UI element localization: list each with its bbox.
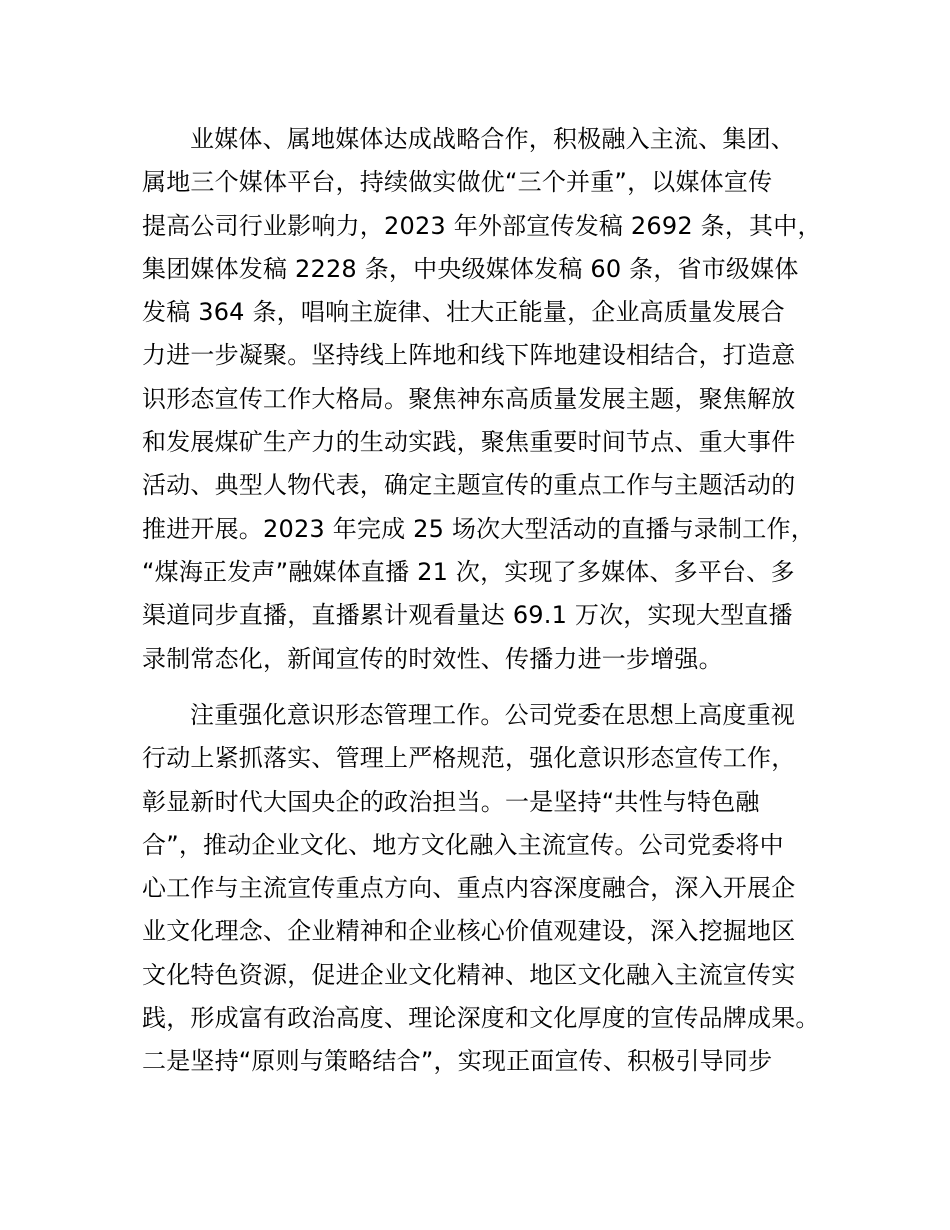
text-line: 业文化理念、企业精神和企业核心价值观建设，深入挖掘地区 bbox=[142, 917, 796, 946]
text-line: 提高公司行业影响力，2023 年外部宣传发稿 2692 条，其中， bbox=[142, 211, 822, 240]
text-line: 践，形成富有政治高度、理论深度和文化厚度的宣传品牌成果。 bbox=[142, 1004, 820, 1033]
text-line: 合”，推动企业文化、地方文化融入主流宣传。公司党委将中 bbox=[142, 830, 784, 859]
text-line: 推进开展。2023 年完成 25 场次大型活动的直播与录制工作， bbox=[142, 514, 815, 543]
text-line: 彰显新时代大国央企的政治担当。一是坚持“共性与特色融 bbox=[142, 787, 760, 816]
text-line: 发稿 364 条，唱响主旋律、壮大正能量，企业高质量发展合 bbox=[142, 298, 785, 327]
text-line: 注重强化意识形态管理工作。公司党委在思想上高度重视 bbox=[190, 701, 795, 729]
text-line: 录制常态化，新闻宣传的时效性、传播力进一步增强。 bbox=[142, 644, 723, 673]
text-line: 行动上紧抓落实、管理上严格规范，强化意识形态宣传工作， bbox=[142, 744, 796, 773]
text-line: 集团媒体发稿 2228 条，中央级媒体发稿 60 条，省市级媒体 bbox=[142, 254, 799, 283]
text-line: “煤海正发声”融媒体直播 21 次，实现了多媒体、多平台、多 bbox=[142, 557, 795, 586]
paragraph-ideology-management bbox=[142, 694, 842, 1084]
text-line: 活动、典型人物代表，确定主题宣传的重点工作与主题活动的 bbox=[142, 471, 796, 500]
paragraph-media-publicity bbox=[142, 118, 842, 681]
text-line: 文化特色资源，促进企业文化精神、地区文化融入主流宣传实 bbox=[142, 960, 796, 989]
text-line: 识形态宣传工作大格局。聚焦神东高质量发展主题，聚焦解放 bbox=[142, 384, 796, 413]
text-line: 心工作与主流宣传重点方向、重点内容深度融合，深入开展企 bbox=[142, 874, 796, 903]
text-line: 属地三个媒体平台，持续做实做优“三个并重”，以媒体宣传 bbox=[142, 168, 773, 197]
text-line: 力进一步凝聚。坚持线上阵地和线下阵地建设相结合，打造意 bbox=[142, 341, 796, 370]
text-line: 业媒体、属地媒体达成战略合作，积极融入主流、集团、 bbox=[190, 125, 795, 153]
text-line: 渠道同步直播，直播累计观看量达 69.1 万次，实现大型直播 bbox=[142, 601, 793, 630]
text-line: 和发展煤矿生产力的生动实践，聚焦重要时间节点、重大事件 bbox=[142, 428, 796, 457]
text-line: 二是坚持“原则与策略结合”，实现正面宣传、积极引导同步 bbox=[142, 1047, 773, 1076]
